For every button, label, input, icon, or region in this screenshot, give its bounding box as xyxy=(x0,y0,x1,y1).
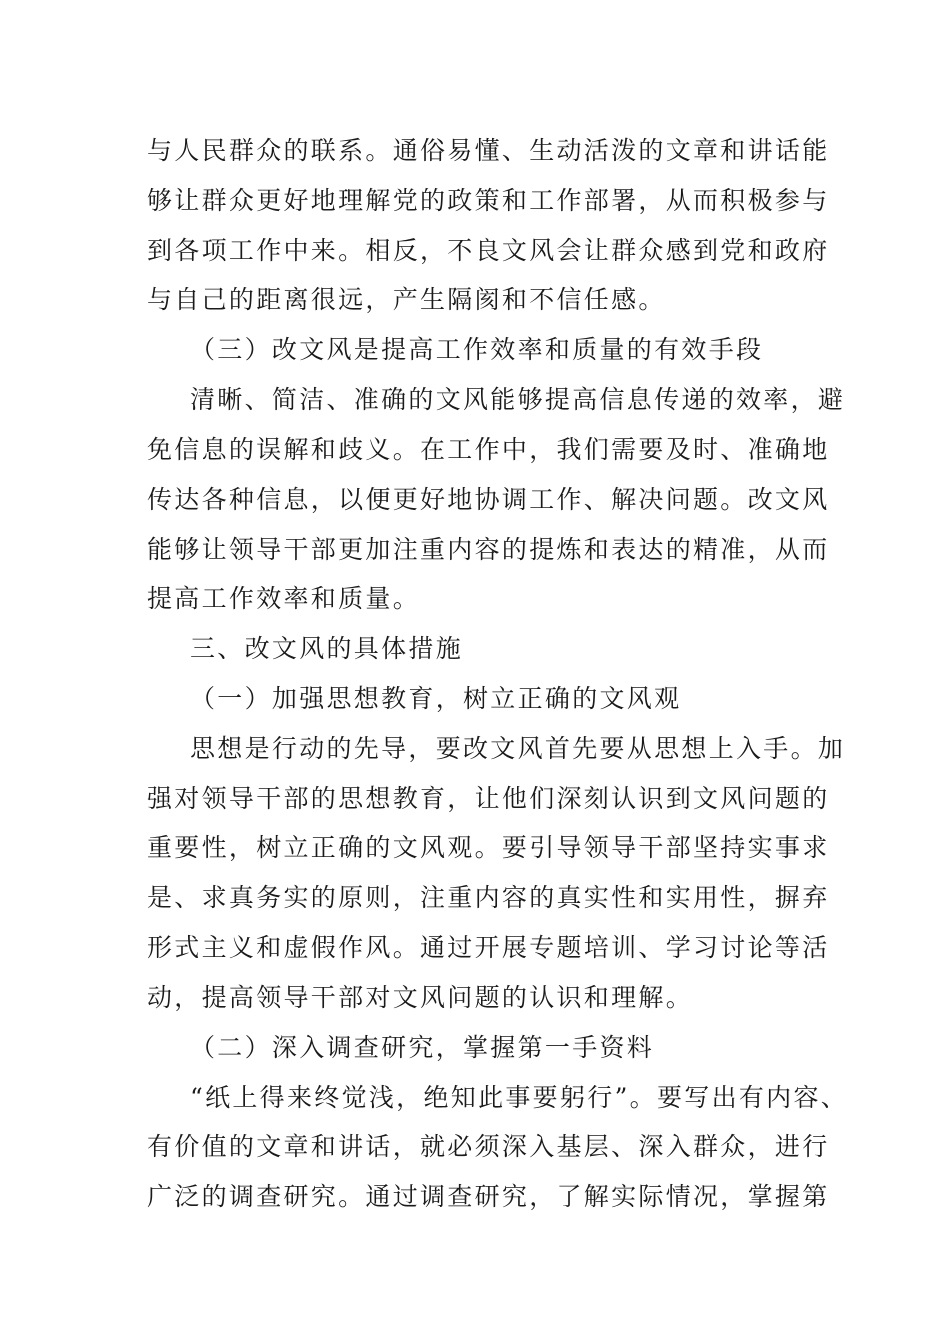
text-line-18: 动，提高领导干部对文风问题的认识和理解。 xyxy=(147,983,694,1012)
text-line-16: 是、求真务实的原则，注重内容的真实性和实用性，摒弃 xyxy=(147,883,830,912)
text-line-22: 广泛的调查研究。通过调查研究，了解实际情况，掌握第 xyxy=(147,1182,830,1211)
text-line-21: 有价值的文章和讲话，就必须深入基层、深入群众，进行 xyxy=(147,1132,830,1161)
text-line-6: 清晰、简洁、准确的文风能够提高信息传递的效率，避 xyxy=(190,385,846,414)
text-line-17: 形式主义和虚假作风。通过开展专题培训、学习讨论等活 xyxy=(147,933,830,962)
section-heading: （三）改文风是提高工作效率和质量的有效手段 xyxy=(190,335,764,364)
text-line-10: 提高工作效率和质量。 xyxy=(147,584,421,613)
text-line-1: 与人民群众的联系。通俗易懂、生动活泼的文章和讲话能 xyxy=(147,136,830,165)
text-line-9: 能够让领导干部更加注重内容的提炼和表达的精准，从而 xyxy=(147,535,830,564)
text-line-4: 与自己的距离很远，产生隔阂和不信任感。 xyxy=(147,285,666,314)
chapter-heading: 三、改文风的具体措施 xyxy=(190,634,464,663)
text-line-14: 强对领导干部的思想教育，让他们深刻认识到文风问题的 xyxy=(147,784,830,813)
text-line-15: 重要性，树立正确的文风观。要引导领导干部坚持实事求 xyxy=(147,833,830,862)
text-line-13: 思想是行动的先导，要改文风首先要从思想上入手。加 xyxy=(190,734,846,763)
text-line-3: 到各项工作中来。相反，不良文风会让群众感到党和政府 xyxy=(147,236,830,265)
section-heading: （一）加强思想教育，树立正确的文风观 xyxy=(190,684,682,713)
section-heading: （二）深入调查研究，掌握第一手资料 xyxy=(190,1033,655,1062)
text-line-2: 够让群众更好地理解党的政策和工作部署，从而积极参与 xyxy=(147,186,830,215)
text-line-7: 免信息的误解和歧义。在工作中，我们需要及时、准确地 xyxy=(147,435,830,464)
text-line-8: 传达各种信息，以便更好地协调工作、解决问题。改文风 xyxy=(147,485,830,514)
text-line-20: “纸上得来终觉浅，绝知此事要躬行”。要写出有内容、 xyxy=(190,1083,849,1112)
